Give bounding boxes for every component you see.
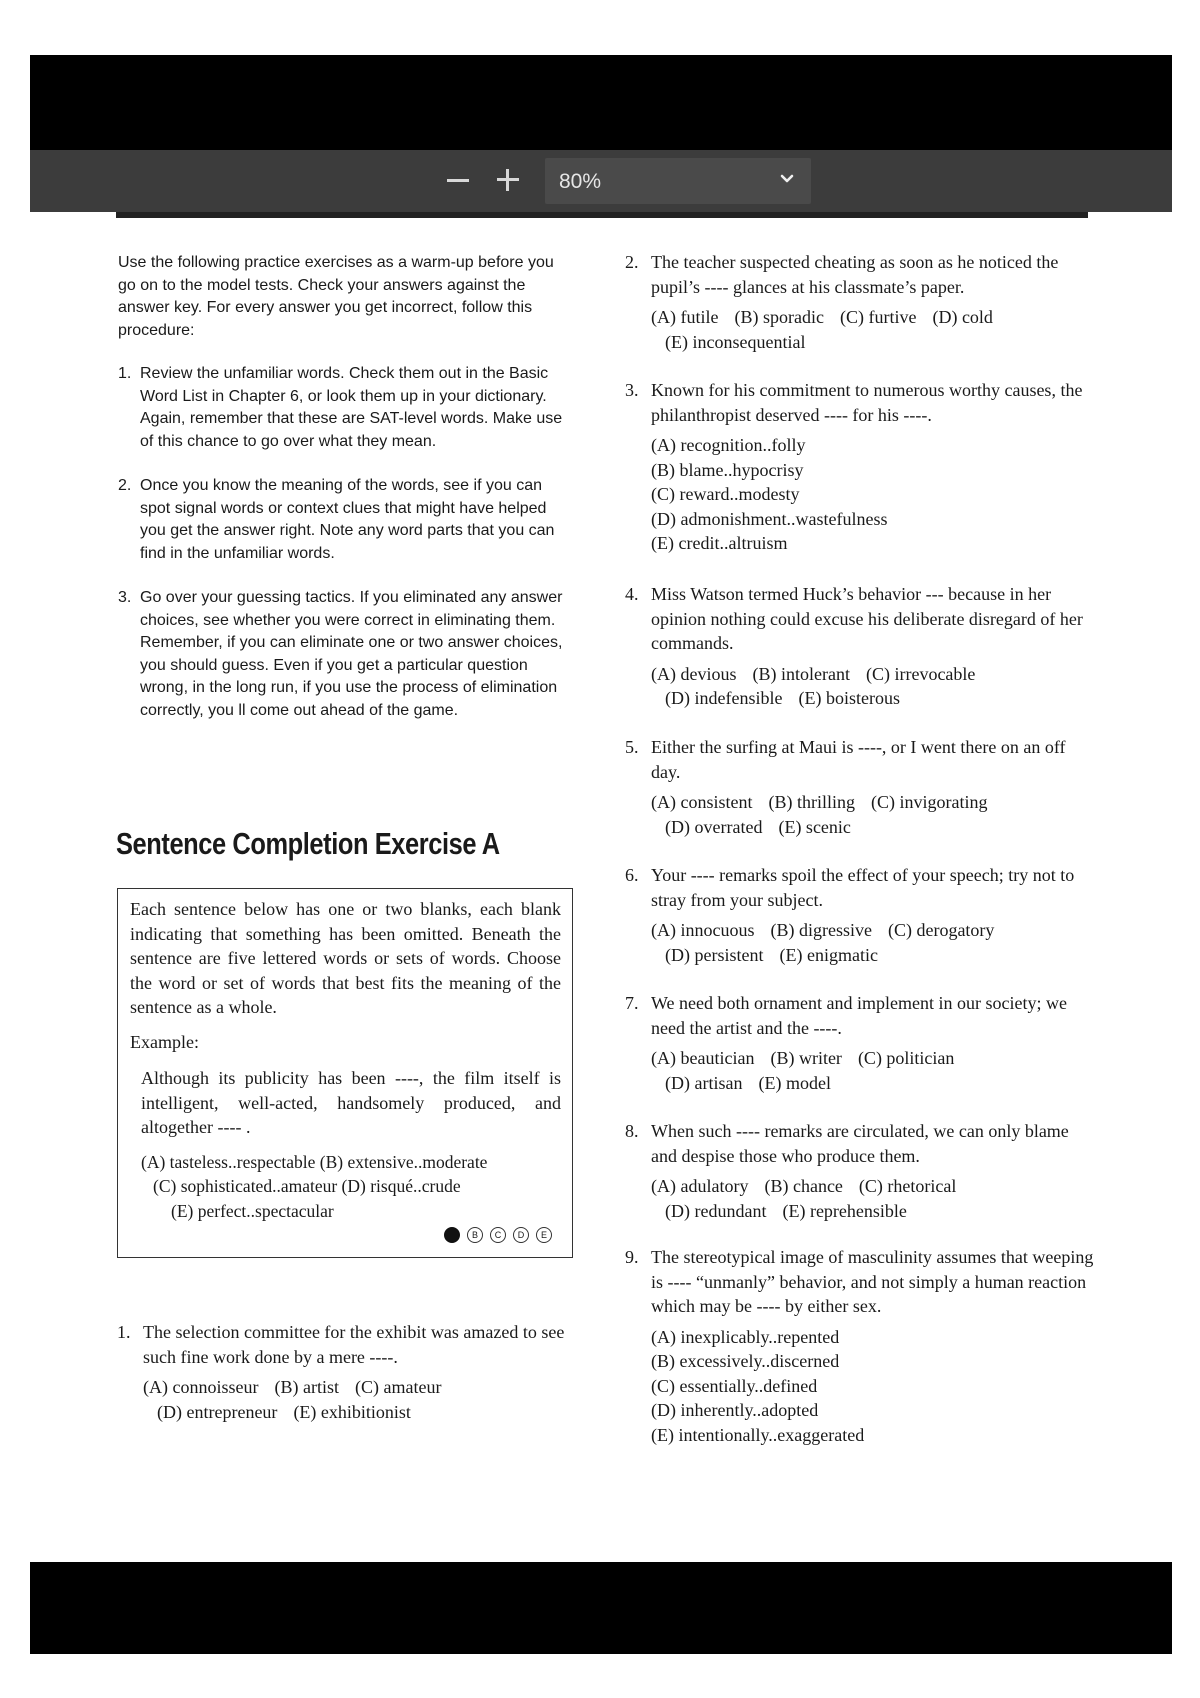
top-black-bar [30, 55, 1172, 150]
directions-box [117, 888, 573, 1258]
question-3: 3. Known for his commitment to numerous worthy causes, the philanthropist deserved ---- for his ----. (A) recognition..folly (B) blame..hypocrisy (C) reward..modesty (D) admonishment..wastefulness (E) credit..altruism [625, 380, 1083, 553]
zoom-out-button[interactable] [440, 162, 476, 198]
question-6: 6. Your ---- remarks spoil the effect of your speech; try not to stray from your subject. (A) innocuous (B) digressive (C) derogatory (D) persistent (E) enigmatic [625, 865, 1075, 965]
zoom-in-button[interactable] [490, 162, 526, 198]
question-7: 7. We need both ornament and implement in our society; we need the artist and the ----. (A) beautician (B) writer (C) politician (D) artisan (E) model [625, 993, 1067, 1093]
answer-bubble-d: D [513, 1227, 529, 1243]
chevron-down-icon [777, 168, 797, 188]
zoom-level-value: 80% [559, 170, 602, 193]
answer-bubble-b: B [467, 1227, 483, 1243]
example-options: (A) tasteless..respectable (B) extensive..moderate (C) sophisticated..amateur (D) risqué..crude (E) perfect..spectacular [141, 1151, 488, 1221]
question-4: 4. Miss Watson termed Huck’s behavior --- because in her opinion nothing could excuse his deliberate disregard of her commands. (A) devious (B) intolerant (C) irrevocable (D) indefensible (E) boisterous [625, 584, 1083, 708]
intro-paragraph: Use the following practice exercises as a warm-up before you go on to the model tests. Check your answers against the answer key. For every answer you get incorrect, follow this procedure: [118, 254, 554, 339]
zoom-select[interactable] [545, 158, 811, 204]
example-sentence: Although its publicity has been ----, the film itself is intelligent, well-acted, handsomely produced, and altogether ---- . [141, 1068, 561, 1137]
bottom-black-bar [30, 1562, 1172, 1654]
question-2: 2. The teacher suspected cheating as soon as he noticed the pupil’s ---- glances at his classmate’s paper. (A) futile (B) sporadic (C) furtive (D) cold (E) inconsequential [625, 252, 1059, 352]
directions-text: Each sentence below has one or two blanks, each blank indicating that something has been omitted. Beneath the sentence are five lettered words or sets of words. Choose the word or set of words that best fits the meaning of the sentence as a whole. [130, 899, 561, 1017]
answer-bubble-e: E [536, 1227, 552, 1243]
procedure-step: 1. Review the unfamiliar words. Check them out in the Basic Word List in Chapter 6, or look them up in your dictionary. Again, remember that these are SAT-level words. Make use of this chance to go over what they mean. [118, 365, 563, 450]
minus-icon [447, 179, 469, 182]
section-title: Sentence Completion Exercise A [116, 826, 500, 861]
page-top-edge [116, 212, 1088, 218]
question-8: 8. When such ---- remarks are circulated, we can only blame and despise those who produce them. (A) adulatory (B) chance (C) rhetorical (D) redundant (E) reprehensible [625, 1121, 1069, 1221]
question-9: 9. The stereotypical image of masculinity assumes that weeping is ---- “unmanly” behavior, and not simply a human reaction which may be ---- by either sex. (A) inexplicably..repented (B) excessively..discerned (C) essentially..defined (D) inherently..adopted (E) intentionally..exaggerated [625, 1247, 1094, 1445]
question-1: 1. The selection committee for the exhibit was amazed to see such fine work done by a mere ----. (A) connoisseur (B) artist (C) amateur (D) entrepreneur (E) exhibitionist [117, 1322, 565, 1422]
example-label: Example: [130, 1031, 199, 1052]
answer-bubble-c: C [490, 1227, 506, 1243]
answer-bubble-a [444, 1227, 460, 1243]
procedure-step: 3. Go over your guessing tactics. If you eliminated any answer choices, see whether you were correct in eliminating them. Remember, if you can eliminate one or two answer choices, you should guess. Even if you get a particular question wrong, in the long run, if you use the process of elimination correctly, you ll come out ahead of the game. [118, 589, 563, 719]
procedure-step: 2. Once you know the meaning of the words, see if you can spot signal words or context clues that might have helped you get the answer right. Note any word parts that you can find in the unfamiliar words. [118, 477, 555, 562]
procedure-steps [118, 363, 573, 744]
question-5: 5. Either the surfing at Maui is ----, or I went there on an off day. (A) consistent (B) thrilling (C) invigorating (D) overrated (E) scenic [625, 737, 1066, 837]
answer-bubbles [444, 1227, 552, 1243]
